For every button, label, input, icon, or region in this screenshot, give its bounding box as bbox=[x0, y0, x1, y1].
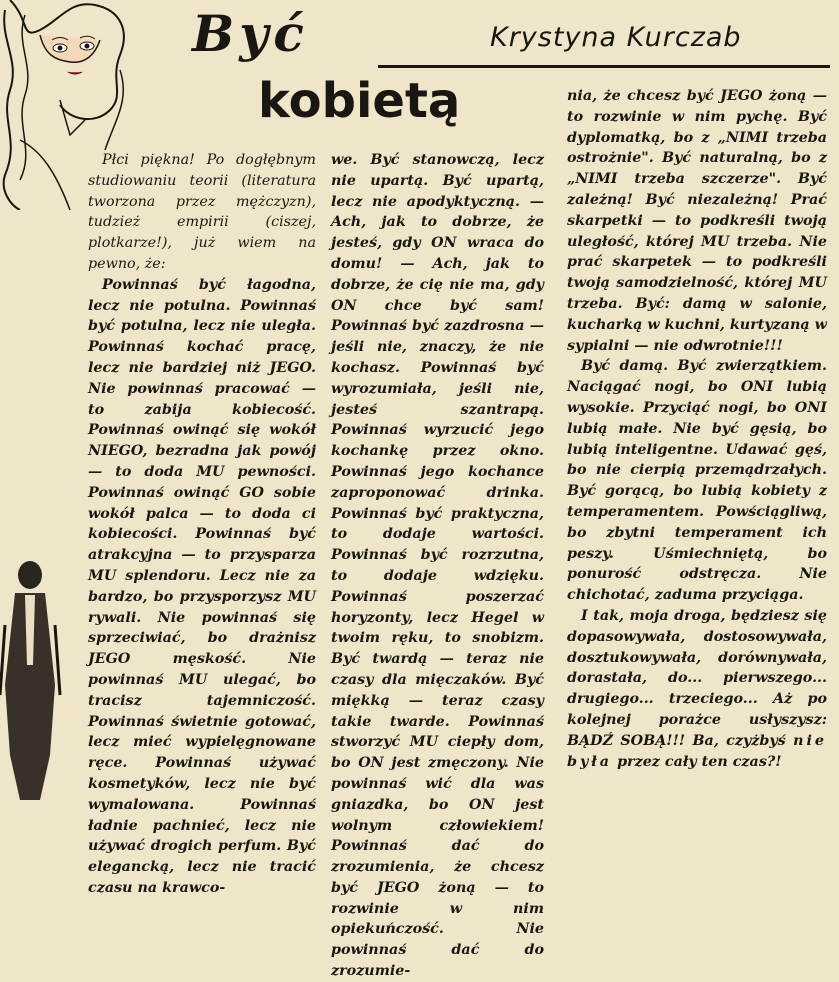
text-column-1 bbox=[88, 150, 316, 899]
text-column-3 bbox=[567, 86, 827, 772]
title-line-2: kobietą bbox=[258, 73, 461, 129]
text-column-2 bbox=[331, 150, 544, 982]
column-3-paragraph-3 bbox=[567, 606, 827, 772]
title-line-1: Być bbox=[192, 4, 309, 63]
column-3-paragraph-2: Być damą. Być zwierzątkiem. Naciągać nogi, bo ONI lubią wysokie. Przyciąć nogi, bo ONI lubią małe. Nie być gęsią, bo lubią inteligentne. Udawać gęś, bo nie cierpią przemądrzałych. Być gorącą, bo lubią kobiety z temperamentem. Powściągliwą, bo zbytni temperament ich peszy. Uśmiechniętą, bo ponurość odstręcza. Nie chichotać, zaduma przyciąga. bbox=[567, 358, 827, 604]
author-name: Krystyna Kurczab bbox=[490, 22, 742, 53]
emphasis-text: nie była bbox=[567, 732, 827, 770]
title-rule bbox=[378, 65, 830, 68]
column-2-paragraph: we. Być stanowczą, lecz nie upartą. Być upartą, lecz nie apodyktyczną. — Ach, jak to dobrze, że jesteś, gdy ON wraca do domu! — Ach, jak to dobrze, że cię nie ma, gdy ON chce być sam! Powinnaś być zazdrosna — jeśli nie, znaczy, że nie kochasz. Powinnaś być wyrozumiała, jeśli nie, jesteś szantrapą. Powinnaś wyrzucić jego kochankę przez okno. Powinnaś jego kochance zaproponować drinka. Powinnaś być praktyczna, to dodaje wartości. Powinnaś być rozrzutna, to dodaje wdzięku. Powinnaś poszerzać horyzonty, lecz Hegel w twoim ręku, to snobizm. Być twardą — teraz nie czasy dla mięczaków. Być miękką — teraz czasy takie twarde. Powinnaś stworzyć MU ciepły dom, bo ON jest zmęczony. Nie powinnaś wić dla was gniazdka, bo ON jest wolnym człowiekiem! Powinnaś dać do zrozumienia, że chcesz być JEGO żoną — to rozwinie w nim opiekuńczość. Nie powinnaś dać do zrozumie- bbox=[331, 152, 544, 980]
gentleman-illustration bbox=[0, 555, 62, 800]
closing-text: I tak, moja droga, będziesz się dopasowywała, dostosowywała, dosztukowywała, dorównywała, dorastała, do... pierwszego... drugiego... trzeciego... Aż po kolejnej porażce usłyszysz: BĄDŹ SOBĄ!!! Ba, czyżbyś bbox=[567, 607, 827, 749]
column-1-paragraph: Powinnaś być łagodna, lecz nie potulna. Powinnaś być potulna, lecz nie uległa. Powinnaś kochać pracę, lecz nie bardziej niż JEGO. Nie powinnaś pracować — to zabija kobiecość. Powinnaś owinąć się wokół NIEGO, bezradna jak powój — to doda MU pewności. Powinnaś owinąć GO sobie wokół palca — to doda ci kobiecości. Powinnaś być atrakcyjna — to przysparza MU splendoru. Lecz nie za bardzo, bo przysporzysz MU rywali. Nie powinnaś się sprzeciwiać, bo drażnisz JEGO męskość. Nie powinnaś MU ulegać, bo tracisz tajemniczość. Powinnaś świetnie gotować, lecz mieć wypielęgnowane ręce. Powinnaś używać kosmetyków, lecz nie być wymalowana. Powinnaś ładnie pachnieć, lecz nie używać drogich perfum. Być elegancką, lecz nie tracić czasu na krawco- bbox=[88, 276, 316, 896]
column-3-paragraph-1: nia, że chcesz być JEGO żoną — to rozwinie w nim pychę. Być dyplomatką, bo z „NIMI trzeba ostrożnie". Być naturalną, bo z „NIMI trzeba szczerze". Być zależną! Być niezależną! Prać skarpetki — to podkreśli twoją uległość, której MU trzeba. Nie prać skarpetek — to podkreśli twoją samodzielność, której MU trzeba. Być: damą w salonie, kucharką w kuchni, kurtyzaną w sypialni — nie odwrotnie!!! bbox=[567, 88, 827, 354]
intro-paragraph: Płci piękna! Po dogłębnym studiowaniu teorii (literatura tworzona przez mężczyzn), tudzież empirii (ciszej, plotkarze!), już wiem na pewno, że: bbox=[88, 152, 316, 272]
closing-question: przez cały ten czas?! bbox=[617, 753, 782, 770]
